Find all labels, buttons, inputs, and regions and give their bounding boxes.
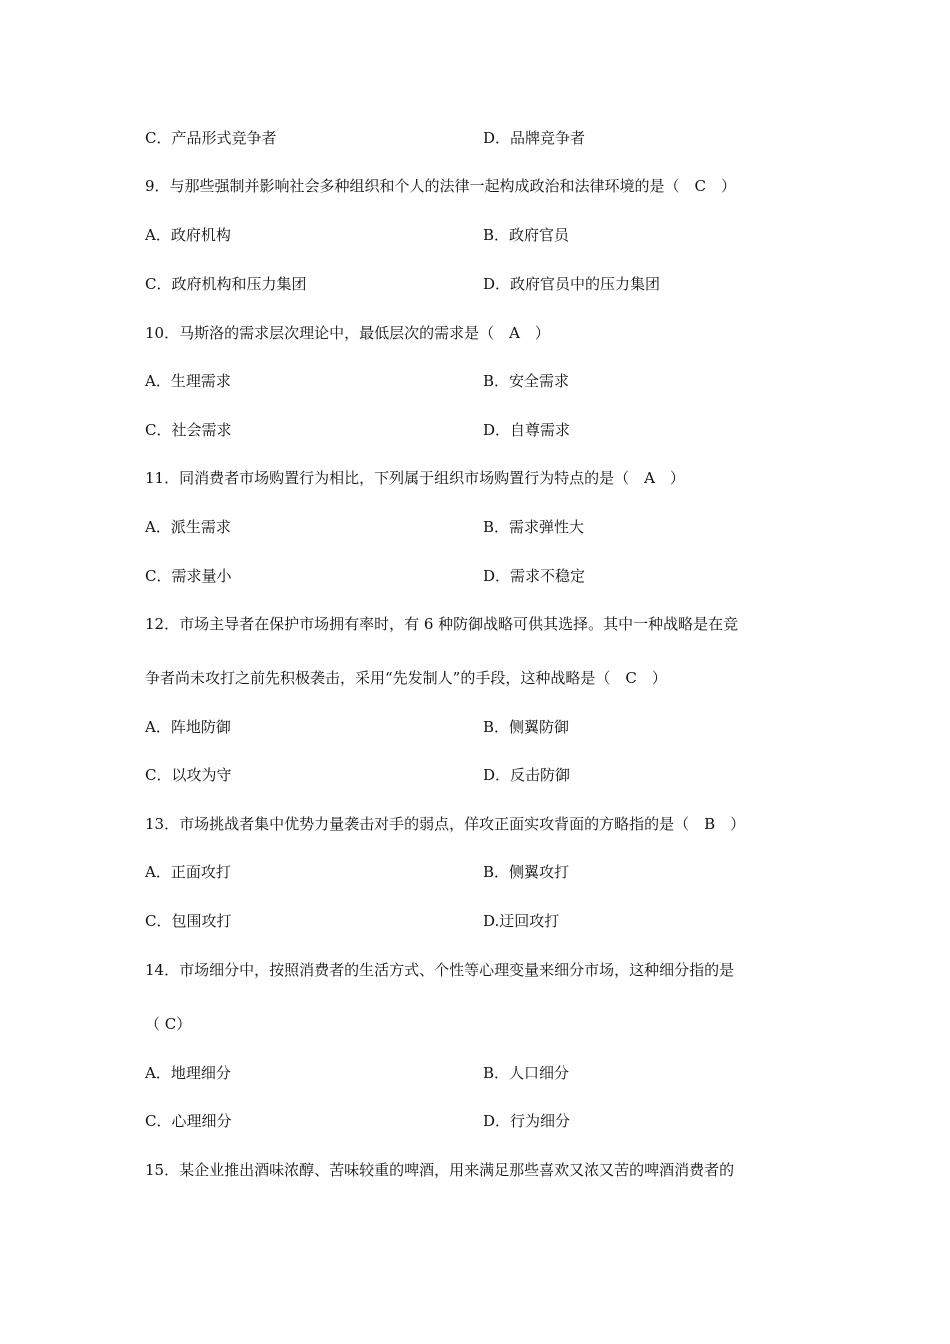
q10-option-b: B．安全需求 bbox=[483, 372, 570, 390]
q11-option-d: D．需求不稳定 bbox=[483, 567, 586, 585]
q14-option-b: B．人口细分 bbox=[483, 1064, 570, 1082]
q12-option-c: C．以攻为守 bbox=[145, 766, 232, 784]
q9-option-d: D．政府官员中的压力集团 bbox=[483, 275, 661, 293]
q14-option-d: D．行为细分 bbox=[483, 1112, 571, 1130]
q10-option-a: A．生理需求 bbox=[145, 372, 231, 390]
q9-option-a: A．政府机构 bbox=[145, 226, 231, 244]
q13-option-b: B．侧翼攻打 bbox=[483, 863, 570, 881]
q10-stem: 10．马斯洛的需求层次理论中，最低层次的需求是（ A ） bbox=[145, 324, 550, 342]
q8-option-c: C．产品形式竞争者 bbox=[145, 129, 277, 147]
q14-stem-line1: 14．市场细分中，按照消费者的生活方式、个性等心理变量来细分市场，这种细分指的是 bbox=[145, 961, 735, 979]
q14-stem-line2: （ C） bbox=[145, 1015, 192, 1033]
q12-option-a: A．阵地防御 bbox=[145, 718, 231, 736]
q12-option-b: B．侧翼防御 bbox=[483, 718, 570, 736]
q9-option-b: B．政府官员 bbox=[483, 226, 570, 244]
q11-stem: 11．同消费者市场购置行为相比，下列属于组织市场购置行为特点的是（ A ） bbox=[145, 469, 685, 487]
q13-stem: 13．市场挑战者集中优势力量袭击对手的弱点，佯攻正面实攻背面的方略指的是（ B ） bbox=[145, 815, 746, 833]
q14-option-a: A．地理细分 bbox=[145, 1064, 231, 1082]
q9-stem: 9．与那些强制并影响社会多种组织和个人的法律一起构成政治和法律环境的是（ C ） bbox=[145, 177, 737, 195]
q10-option-d: D．自尊需求 bbox=[483, 421, 571, 439]
q12-stem-line1: 12．市场主导者在保护市场拥有率时，有 6 种防御战略可供其选择。其中一种战略是在竞 bbox=[145, 615, 739, 633]
q13-option-d: D.迂回攻打 bbox=[483, 912, 560, 930]
q14-option-c: C．心理细分 bbox=[145, 1112, 232, 1130]
q13-option-a: A．正面攻打 bbox=[145, 863, 231, 881]
q15-stem-line1: 15．某企业推出酒味浓醇、苦味较重的啤酒，用来满足那些喜欢又浓又苦的啤酒消费者的 bbox=[145, 1161, 735, 1179]
q8-option-d: D．品牌竞争者 bbox=[483, 129, 586, 147]
q11-option-b: B．需求弹性大 bbox=[483, 518, 585, 536]
q9-option-c: C．政府机构和压力集团 bbox=[145, 275, 307, 293]
q12-option-d: D．反击防御 bbox=[483, 766, 571, 784]
q11-option-c: C．需求量小 bbox=[145, 567, 232, 585]
q11-option-a: A．派生需求 bbox=[145, 518, 231, 536]
q10-option-c: C．社会需求 bbox=[145, 421, 232, 439]
q13-option-c: C．包围攻打 bbox=[145, 912, 232, 930]
q12-stem-line2: 争者尚未攻打之前先积极袭击，采用“先发制人”的手段，这种战略是（ C ） bbox=[145, 669, 667, 687]
